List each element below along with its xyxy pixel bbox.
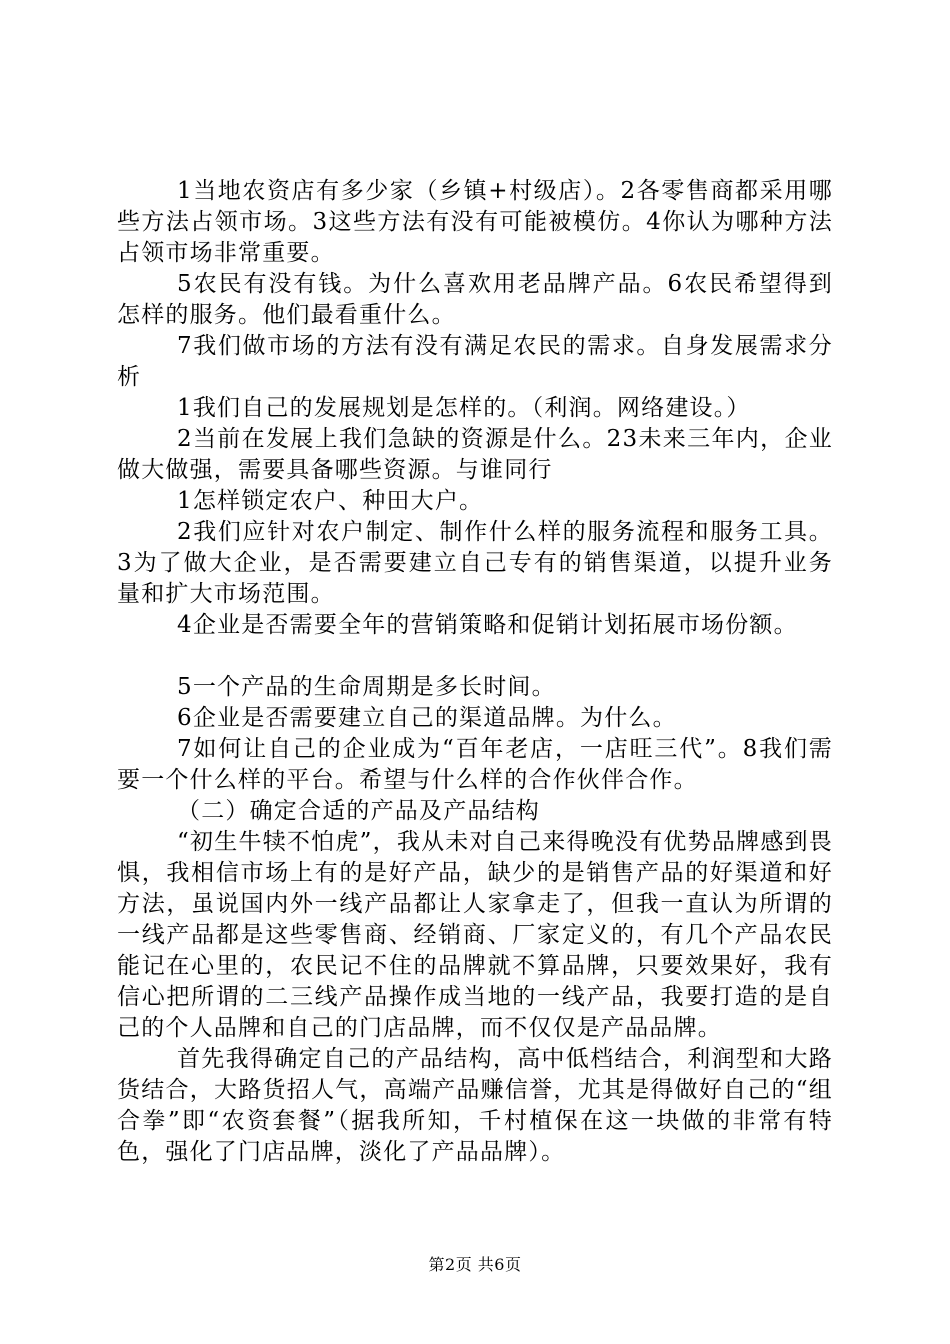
paragraph-9: 5一个产品的生命周期是多长时间。 xyxy=(177,674,556,700)
paragraph-2: 5农民有没有钱。为什么喜欢用老品牌产品。6农民希望得到怎样的服务。他们最看重什么。 xyxy=(117,271,833,328)
paragraph-5: 2当前在发展上我们急缺的资源是什么。23未来三年内，企业做大做强，需要具备哪些资源。与谁同行 xyxy=(117,426,833,483)
paragraph-7: 2我们应针对农户制定、制作什么样的服务流程和服务工具。3为了做大企业，是否需要建立自己专有的销售渠道，以提升业务量和扩大市场范围。 xyxy=(117,519,833,607)
paragraph-10: 6企业是否需要建立自己的渠道品牌。为什么。 xyxy=(177,705,677,731)
paragraph-11: 7如何让自己的企业成为“百年老店，一店旺三代”。8我们需要一个什么样的平台。希望与什么样的合作伙伴合作。 xyxy=(117,736,833,793)
section-heading: （二）确定合适的产品及产品结构 xyxy=(177,798,540,824)
paragraph-8: 4企业是否需要全年的营销策略和促销计划拓展市场份额。 xyxy=(177,612,798,638)
paragraph-13: “初生牛犊不怕虎”，我从未对自己来得晚没有优势品牌感到畏惧，我相信市场上有的是好产品，缺少的是销售产品的好渠道和好方法，虽说国内外一线产品都让人家拿走了，但我一直认为所谓的一线产品都是这些零售商、经销商、厂家定义的，有几个产品农民能记在心里的，农民记不住的品牌就不算品牌，只要效果好，我有信心把所谓的二三线产品操作成当地的一线产品，我要打造的是自己的个人品牌和自己的门店品牌，而不仅仅是产品品牌。 xyxy=(117,829,833,1041)
paragraph-3: 7我们做市场的方法有没有满足农民的需求。自身发展需求分析 xyxy=(117,333,833,390)
paragraph-1: 1当地农资店有多少家（乡镇+村级店）。2各零售商都采用哪些方法占领市场。3这些方法有没有可能被模仿。4你认为哪种方法占领市场非常重要。 xyxy=(117,178,833,266)
paragraph-6: 1怎样锁定农户、种田大户。 xyxy=(177,488,484,514)
page-footer: 第2页 共6页 xyxy=(428,1255,522,1274)
document-body xyxy=(117,176,833,1168)
paragraph-14: 首先我得确定自己的产品结构，高中低档结合，利润型和大路货结合，大路货招人气，高端产品赚信誉，尤其是得做好自己的“组合拳”即“农资套餐”（据我所知，千村植保在这一块做的非常有特色，强化了门店品牌，淡化了产品品牌）。 xyxy=(117,1046,833,1165)
paragraph-4: 1我们自己的发展规划是怎样的。（利润。网络建设。） xyxy=(177,395,751,421)
